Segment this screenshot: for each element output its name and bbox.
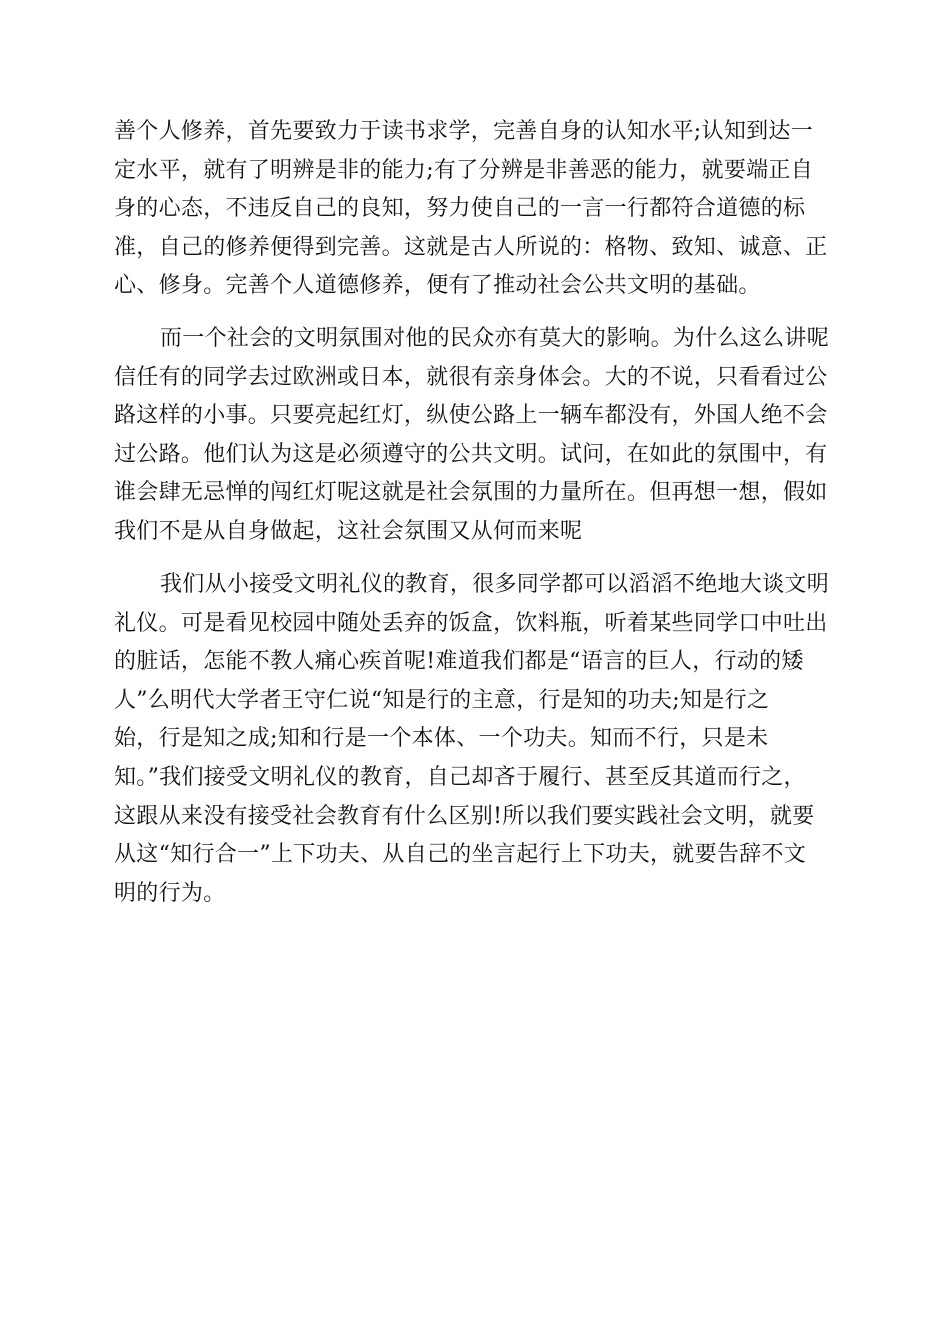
text-line: 心、修身。完善个人道德修养，便有了推动社会公共文明的基础。: [114, 273, 761, 299]
text-line: 准，自己的修养便得到完善。这就是古人所说的：格物、致知、诚意、正: [114, 234, 828, 260]
text-line: 路这样的小事。只要亮起红灯，纵使公路上一辆车都没有，外国人绝不会: [114, 403, 828, 429]
text-line: 我们从小接受文明礼仪的教育，很多同学都可以滔滔不绝地大谈文明: [160, 572, 830, 597]
text-line: 知。”我们接受文明礼仪的教育，自己却吝于履行、甚至反其道而行之，: [114, 764, 806, 790]
text-line: 我们不是从自身做起，这社会氛围又从何而来呢: [114, 518, 583, 544]
text-line: 过公路。他们认为这是必须遵守的公共文明。试问，在如此的氛围中，有: [114, 441, 828, 467]
text-line: 明的行为。: [114, 880, 226, 906]
paragraph-2: [114, 320, 836, 552]
text-line: 人”么明代大学者王守仁说“知是行的主意，行是知的功夫;知是行之: [114, 687, 770, 713]
text-line: 礼仪。可是看见校园中随处丢弃的饭盒，饮料瓶，听着某些同学口中吐出: [114, 610, 828, 636]
text-line: 这跟从来没有接受社会教育有什么区别!所以我们要实践社会文明，就要: [114, 803, 815, 829]
text-line: 而一个社会的文明氛围对他的民众亦有莫大的影响。为什么这么讲呢: [160, 326, 830, 351]
text-line: 信任有的同学去过欧洲或日本，就很有亲身体会。大的不说，只看看过公: [114, 364, 828, 390]
text-line: 身的心态，不违反自己的良知，努力使自己的一言一行都符合道德的标: [114, 196, 806, 222]
paragraph-3: [114, 566, 836, 913]
text-line: 谁会肆无忌惮的闯红灯呢这就是社会氛围的力量所在。但再想一想，假如: [114, 480, 828, 506]
text-line: 始，行是知之成;知和行是一个本体、一个功夫。知而不行，只是未: [114, 726, 769, 752]
text-line: 善个人修养，首先要致力于读书求学，完善自身的认知水平;认知到达一: [114, 119, 814, 144]
paragraph-1: [114, 113, 836, 306]
text-line: 的脏话，怎能不教人痛心疾首呢!难道我们都是“语言的巨人，行动的矮: [114, 649, 804, 675]
text-line: 从这“知行合一”上下功夫、从自己的坐言起行上下功夫，就要告辞不文: [114, 842, 807, 868]
text-line: 定水平，就有了明辨是非的能力;有了分辨是非善恶的能力，就要端正自: [114, 157, 814, 183]
